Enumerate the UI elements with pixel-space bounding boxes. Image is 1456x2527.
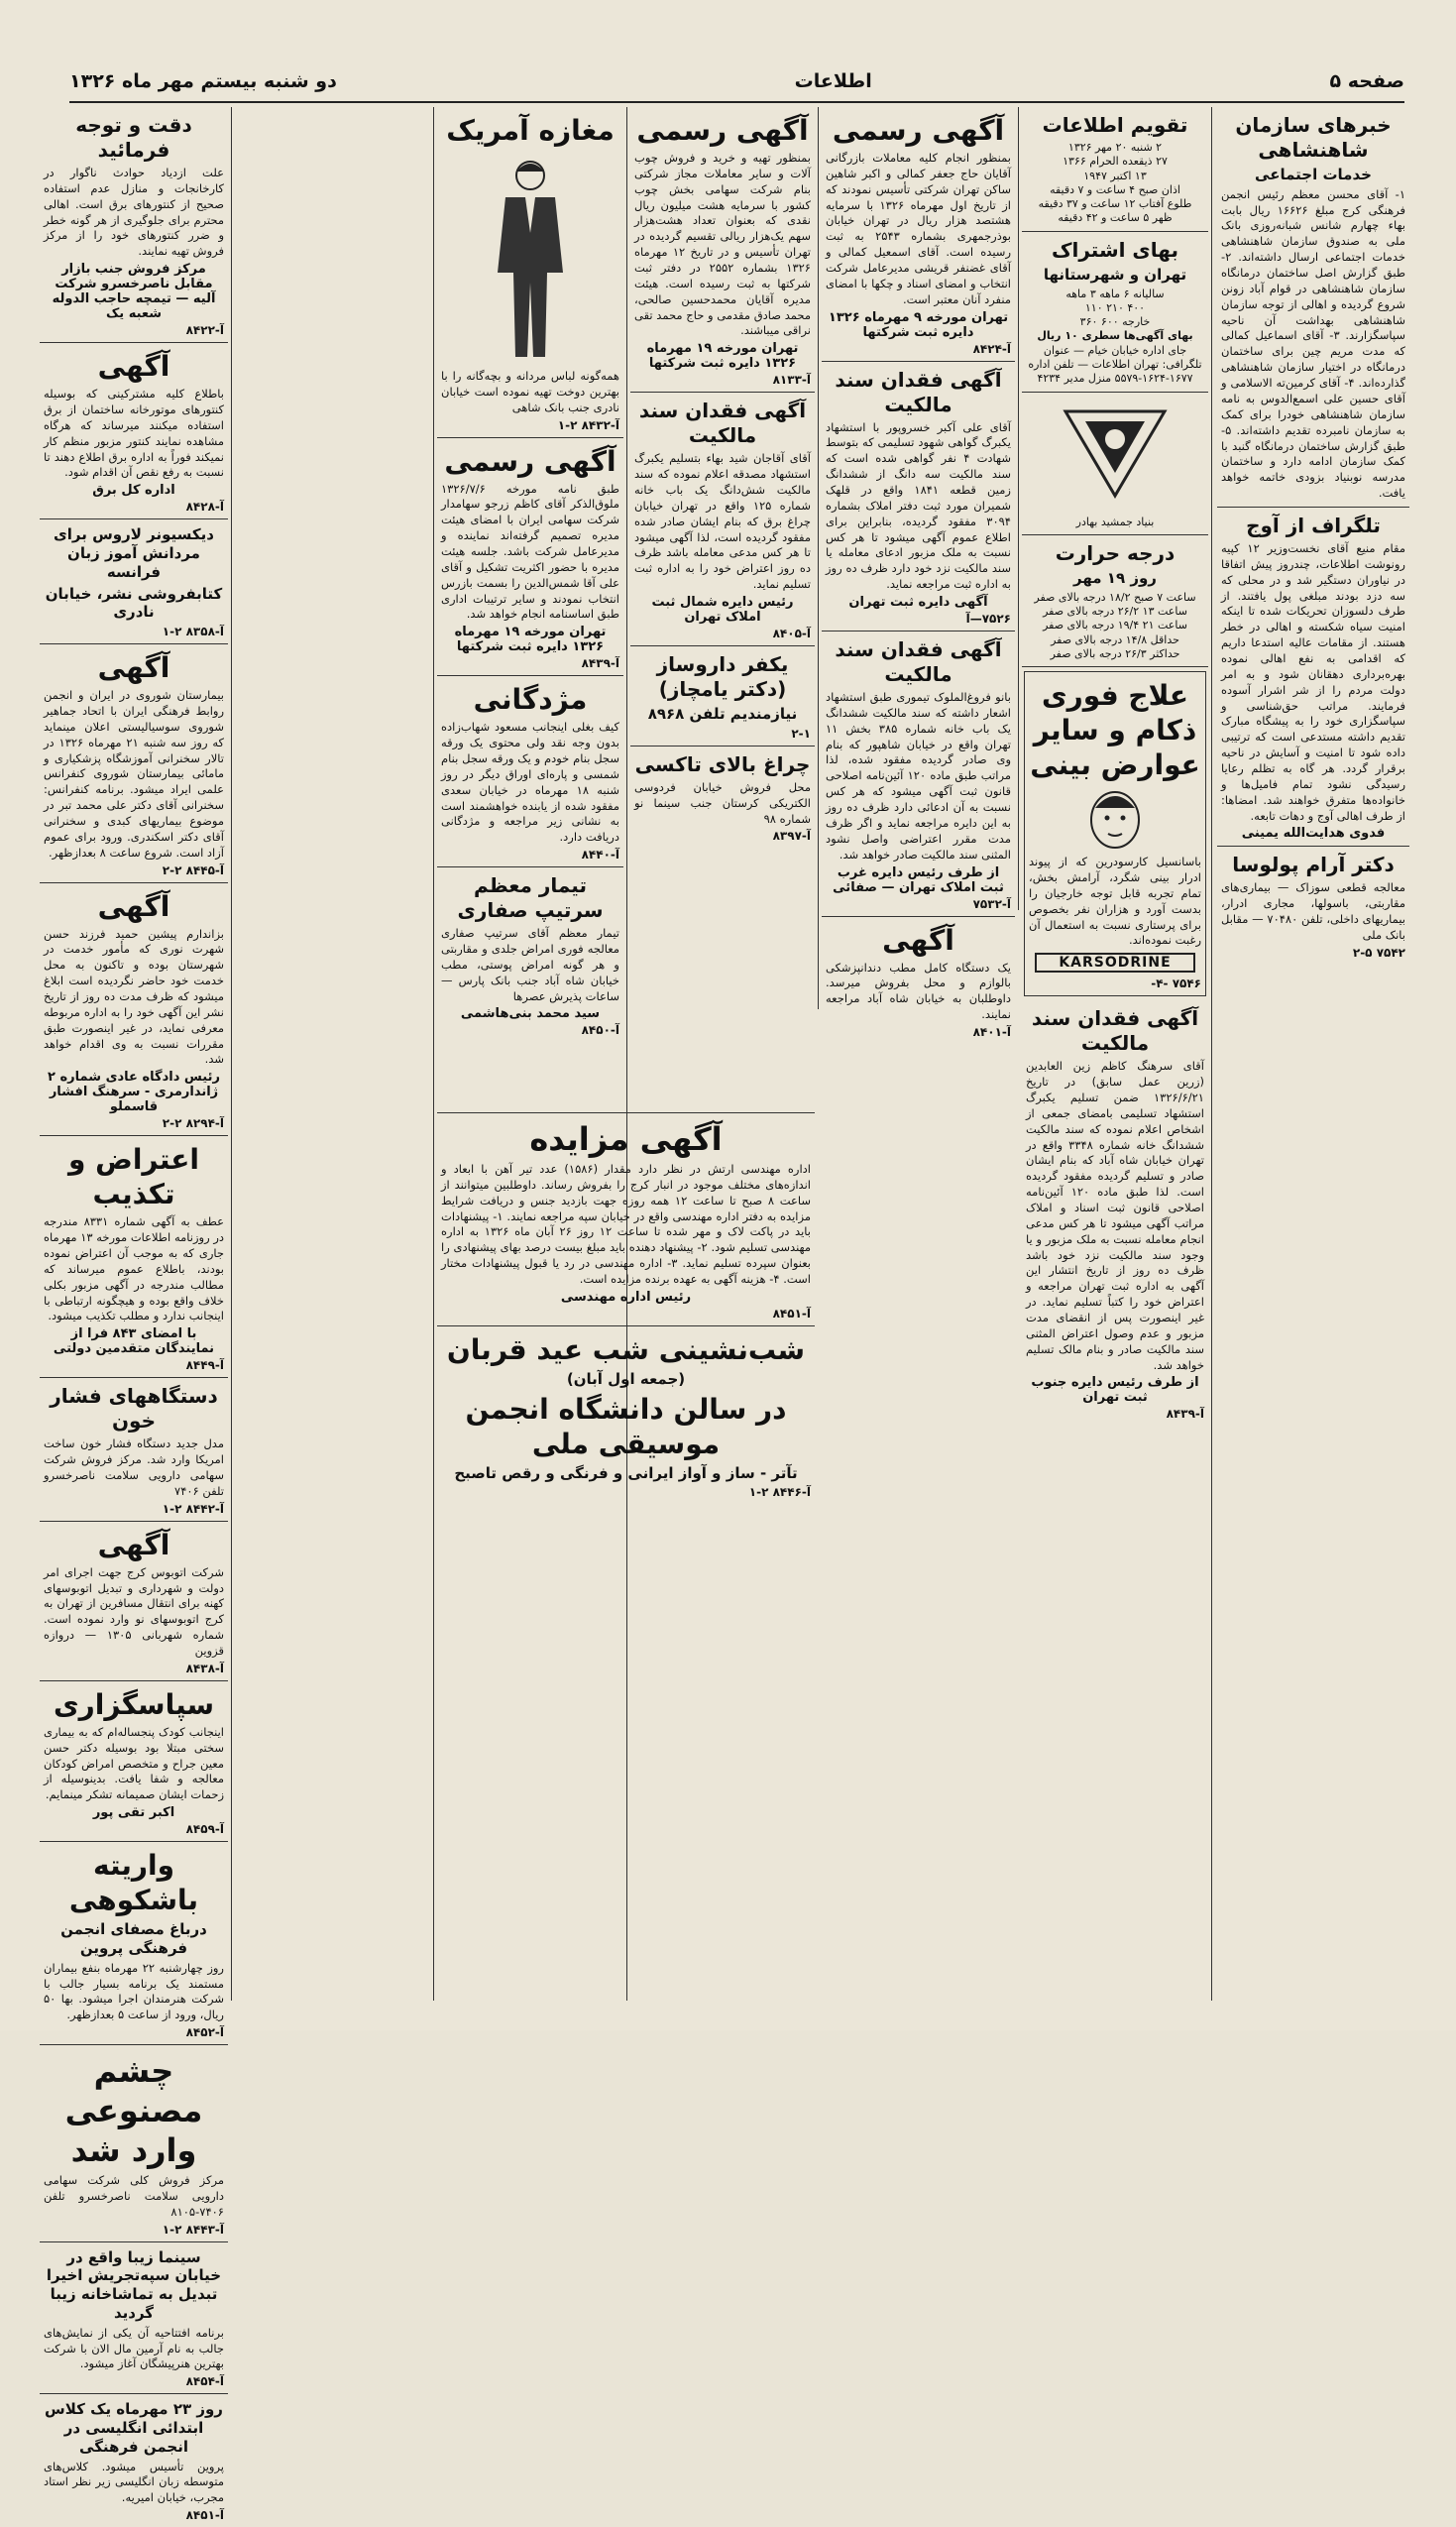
cinema-ad-title: سینما زیبا واقع در خیابان سپه‌تجریش اخیرا تبدیل به تماشاخانه زیبا گردید — [46, 2247, 222, 2322]
temperature-row: حداقل ۱۴/۸ درجه بالای صفر — [1051, 632, 1179, 646]
denial-title: اعتراض و تکذیب — [68, 1143, 199, 1211]
column-rule — [818, 107, 819, 1009]
doctor-ad-title: تیمار معظم سرتیپ صفاری — [457, 873, 604, 923]
ad-ref: آ-۸۴۵۱ — [772, 1306, 811, 1321]
column-news — [1217, 107, 1409, 2001]
temperature-row: ساعت ۷ صبح ۱۸/۲ درجه بالای صفر — [1034, 590, 1196, 604]
lost-deed-title: آگهی فقدان سند مالکیت — [835, 637, 1002, 687]
ad-title: آگهی — [97, 651, 170, 685]
column-official-3 — [822, 107, 1015, 2001]
calendar-line: اذان صبح ۴ ساعت و ۷ دقیقه — [1050, 182, 1180, 196]
lost-deed-body: آقای آقاجان شید بهاء بتسلیم یکبرگ استشهاد مصدقه اعلام نموده که سند مالکیت شش‌دانگ یک باب خانه شماره ۱۲۵ واقع در تهران خیابان چراغ برق که بنام ایشان صادر شده مفقود گردیده است، لذا آگهی میشود تا هر کس مدعی معامله باشد ظرف ده روز اعتراض خود را به اداره ثبت تسلیم نماید. — [634, 451, 811, 592]
ad-price: بهای آگهی‌ها سطری ۱۰ ریال — [1037, 329, 1193, 343]
ad-ref: آ-۸۴۳۹ — [581, 656, 619, 671]
ad-title: آگهی — [882, 923, 954, 957]
lost-deed-signature: از طرف رئیس دایره جنوب ثبت تهران — [1031, 1375, 1199, 1406]
shop-ad-title: مغازه آمریک — [446, 114, 615, 147]
dictionary-ad-body: کتابفروشی نشر، خیابان نادری — [45, 584, 223, 622]
ad-signature: اداره کل برق — [92, 483, 175, 499]
official-ad-body: طبق نامه مورخه ۱۳۲۶/۷/۶ ملوق‌الذکر آقای کاظم زرجو سهامدار شرکت سهامی ایران با امضای هیئت مدیره تصمیم گرفته‌اند نماینده و مدیرعامل شرکت باشد. جلسه هیئت مدیره با حضور اکثریت تشکیل و آقای علی آقا شمس‌الدین را بسمت بازرس انتخاب نمودند و سایر ترتیبات اداری طبق اساسنامه انجام خواهد شد. — [441, 481, 619, 622]
lost-deed-title: آگهی فقدان سند مالکیت — [638, 399, 807, 448]
ad-ref: آ-۸۴۴۲ ۲-۱ — [162, 1501, 224, 1516]
subscription-title: بهای اشتراک — [1052, 237, 1178, 262]
column-rule — [1018, 107, 1019, 910]
ad-ref: آ-۸۲۹۴ ۲-۲ — [162, 1116, 224, 1131]
reward-ad-title: مژدگانی — [473, 683, 588, 717]
ad-ref: آ-۸۴۴۵ ۲-۲ — [162, 862, 224, 877]
telegram-title: تلگراف از آوج — [1246, 513, 1381, 537]
lost-deed-title: آگهی فقدان سند مالکیت — [835, 367, 1002, 416]
ad-ref: آ-۸۴۲۸ — [185, 500, 224, 515]
doctor-ad-body: تیمار معظم آقای سرتیپ صفاری معالجه فوری امراض جلدی و مقاربتی و هر گونه امراض پوستی، مطب خیابان شاه آباد جنب بانک پارس — ساعات پذیرش عصرها — [441, 926, 619, 1003]
blood-pressure-ad-body: مدل جدید دستگاه فشار خون ساخت امریکا وارد شد. مرکز فروش شرکت سهامی دارویی سلامت ناصرخسرو تلفن ۷۴۰۶ — [44, 1436, 224, 1498]
pharmacist-ad-title: یکفر داروساز (دکتر یامچاز) — [656, 652, 789, 702]
official-ad-title: آگهی رسمی — [636, 114, 809, 147]
ad-signature: رئیس دادگاه عادی شماره ۲ ژاندارمری - سرهنگ افشار قاسملو — [48, 1070, 220, 1115]
lost-deed-title: آگهی فقدان سند مالکیت — [1031, 1006, 1199, 1056]
notice-title: دقت و توجه فرمائید — [75, 113, 192, 162]
ad-ref: آ-۸۴۰۵ — [772, 627, 811, 641]
ad-ref: آ-۸۴۳۲ ۲-۱ — [557, 417, 619, 432]
party-program: تآتر - ساز و آواز ایرانی و فرنگی و رقص تاصبح — [454, 1463, 798, 1482]
reward-ad-body: کیف بغلی اینجانب مسعود شهاب‌زاده بدون وجه نقد ولی محتوی یک ورقه سجل بنام خودم و یک ورقه سجل بنام شمسی و پاره‌ای اوراق دیگر در روز شنبه ۱۸ مهرماه در خیابان سعدی مفقود شده از یابنده خواهشمند است به نشانی زیر مراجعه و مژدگانی دریافت دارد. — [441, 720, 619, 845]
shop-ad-body: همه‌گونه لباس مردانه و بچه‌گانه را با بهترین دوخت تهیه نموده است خیابان نادری جنب بانک شاهی — [441, 369, 619, 414]
ad-body: شرکت اتوبوس کرج جهت اجرای امر دولت و شهرداری و تبدیل اتوبوسهای کهنه برای انتقال مسافرین از تهران به کرج اتوبوسهای نو وارد نموده است. شماره شهربانی ۱۳۰۵ — دروازه قزوین — [44, 1564, 224, 1658]
auction-body: اداره مهندسی ارتش در نظر دارد مقدار (۱۵۸۶) عدد تیر آهن با ابعاد و اندازه‌های مختلف موجود در انبار کرج را بفروش رساند. داوطلبین میتوانند از ساعت ۸ صبح تا ساعت ۱۲ همه روزه جهت بازدید جنس و دریافت شرایط مزایده به دفتر اداره مهندسی واقع در خیابان سپه مراجعه نمایند. ۱- پیشنهادات باید در پاکت لاک و مهر شده تا ساعت ۱۲ روز ۲۶ آبان ماه ۱۳۲۶ به اداره مهندسی تسلیم شود. ۲- پیشنهاد دهنده باید مبلغ بیست درصد بهای پیشنهادی را بعنوان سپرده تسلیم نماید. ۳- اداره مهندسی در رد یا قبول پیشنهادات مختار است. ۴- هزینه آگهی به عهده برنده مزایده است. — [441, 1162, 812, 1287]
doctor-ad-title: دکتر آرام پولوسا — [1232, 853, 1395, 877]
subscription-row: سالیانه ۶ ماهه ۳ ماهه — [1065, 287, 1165, 300]
ad-ref: آ-۸۴۰۱ — [972, 1024, 1011, 1039]
variety-show-subtitle: درباغ مصفای انجمن فرهنگی پروین — [60, 1920, 207, 1957]
ad-ref: آ-۸۴۵۰ — [581, 1023, 619, 1038]
ad-ref: آ-۸۱۳۳ — [772, 373, 811, 388]
subscription-subtitle: تهران و شهرستانها — [1043, 265, 1187, 284]
notice-body: علت ازدیاد حوادث ناگوار در کارخانجات و منازل عدم استفاده صحیح از کنتورهای برق است. اهالی محترم برای جلوگیری از هر گونه خطر و ضرر کنتورهای خود را از مرکز فروش تهیه نمایند. — [44, 166, 224, 259]
cinema-ad-body: برنامه افتتاحیه آن یکی از نمایش‌های جالب به نام آرمین مال الان با شرکت بهترین هنرپیشگان آغاز میشود. — [44, 2325, 224, 2371]
ad-ref: ۲-۱ — [791, 726, 811, 741]
variety-show-title: واریته باشکوهی — [68, 1849, 199, 1917]
ad-title: آگهی — [97, 1528, 170, 1561]
calendar-line: ۱۳ اکتبر ۱۹۴۷ — [1083, 169, 1147, 182]
column-shop — [437, 107, 623, 1108]
telegram-body: مقام منیع آقای نخست‌وزیر ۱۲ کپیه رونوشت اطلاعات، چندروز پیش اتفاقا در نیاوران دستگیر شد و در محلی که سه دزد بودند مبلغی پول یافتند. از طرف دلسوزان تحریکات شده تا اینکه امنیت سیاه شکسته و اهالی در خطر هستند. از مقامات عالیه استدعا داریم که اقدامی به نفع اهالی نموده بهره‌برداری دهقانان شود و به امر دولت مردم را از شر اشرار آسوده فرمایند. مراتب حق‌شناسی و سپاسگزاری خود را به پیشگاه مبارک تقدیم داشته مستدعی است که ترتیبی داده شود تا امنیت و آسایش در ناحیه برقرار گردد. هر گاه به تظلم رعایا رسیدگی نشود تمام فامیل‌ها و خانواده‌ها متفرق خواهند شد. امضاها: از طرف اهالی آوج و دهات تابعه. — [1221, 540, 1405, 823]
blood-pressure-ad-title: دستگاههای فشار خون — [50, 1384, 218, 1434]
ad-body: یک دستگاه کامل مطب دندانپزشکی بالوازم و محل بفروش میرسد. داوطلبان به خیابان شاه آباد مراجعه نمایند. — [826, 960, 1011, 1022]
news-subtitle: خدمات اجتماعی — [1255, 166, 1372, 183]
column-rule — [1211, 107, 1212, 2001]
masthead: اطلاعات — [794, 70, 872, 92]
ad-ref: آ-۸۴۵۲ — [185, 2025, 224, 2040]
auction-section — [437, 1112, 815, 2006]
thanks-body: اینجانب کودک پنجساله‌ام که به بیماری سختی مبتلا بود بوسیله دکتر حسن معین جراح و متخصص امراض کودکان معالجه و شفا یافت. بدینوسیله از زحمات ایشان صمیمانه تشکر مینمایم. — [44, 1724, 224, 1802]
official-ad-body: بمنظور انجام کلیه معاملات بازرگانی آقایان حاج جعفر کمالی و اکبر شاهین ساکن تهران شرکتی تأسیس نمودند که از تاریخ اول مهرماه ۱۳۲۶ با سرمایه هشتصد هزار ریال در تهران خیابان بوذرجمهری بشماره ۲۵۴۳ به ثبت رسیده است. آقای اسمعیل کمالی و آقای غضنفر قریشی مدیرعامل شرکت انتخاب و امضای اسناد و چکها با امضای منفرد آنان معتبر است. — [826, 151, 1011, 306]
official-ad-signature: تهران مورخه ۱۹ مهرماه ۱۳۲۶ دایره ثبت شرکتها — [646, 341, 799, 372]
official-ad-signature: تهران مورخه ۱۹ مهرماه ۱۳۲۶ دایره ثبت شرکتها — [454, 625, 607, 655]
face-illustration — [1029, 785, 1201, 855]
brand-label: KARSODRINE — [1035, 953, 1195, 973]
ad-ref: آ-۸۴۵۹ — [185, 1822, 224, 1837]
temperature-subtitle: روز ۱۹ مهر — [1073, 568, 1157, 587]
thanks-signature: اکبر تقی پور — [92, 1805, 175, 1821]
english-class-ad-body: پروین تأسیس میشود. کلاس‌های متوسطه زبان انگلیسی زیر نظر استاد مجرب، خیابان امیریه. — [44, 2459, 224, 2505]
man-in-suit-icon — [476, 154, 585, 367]
official-ad-title: آگهی رسمی — [444, 444, 616, 478]
ad-ref: آ-۸۴۴۳ ۲-۱ — [162, 2222, 224, 2237]
lost-deed-signature: رئیس دایره شمال ثبت املاک تهران — [651, 595, 794, 626]
emblem-caption: بنیاد جمشید بهادر — [1075, 515, 1155, 528]
temperature-row: ساعت ۱۳ ۲۶/۲ درجه بالای صفر — [1043, 604, 1187, 618]
calendar-line: ۲ شنبه ۲۰ مهر ۱۳۲۶ — [1067, 141, 1163, 154]
taxi-lamp-ad-title: چراغ بالای تاکسی — [634, 751, 811, 776]
lost-deed-signature: آگهی دایره ثبت تهران — [848, 595, 988, 611]
variety-show-body: روز چهارشنبه ۲۲ مهرماه بنفع بیماران مستمند یک برنامه بسیار جالب با شرکت هنرمندان اجرا میشود. بها ۵۰ ریال، ورود از ساعت ۵ بعدازظهر. — [44, 1960, 224, 2022]
calendar-title: تقویم اطلاعات — [1042, 113, 1188, 137]
emblem-icon — [1056, 402, 1175, 511]
ad-body: بزاندارم پیشین حمید فرزند حسن شهرت نوری که مأمور خدمت در شهرستان بوده و تاکنون به محل خدمت خود حاضر نگردیده است ابلاغ میشود که ظرف مدت ده روز از تاریخ نشر این آگهی خود را به اداره مربوطه معرفی نماید، در غیر اینصورت طبق مقررات نسبت به وی اقدام خواهد شد. — [44, 926, 224, 1067]
doctor-ad-body: معالجه قطعی سوزاک — بیماری‌های مقاربتی، باسولها، مجاری ادرار، بیماریهای داخلی، تلفن ۷۰۴۸۰ — مقابل بانک ملی — [1221, 880, 1406, 942]
auction-signature: رئیس اداره مهندسی — [560, 1289, 692, 1305]
medicine-ad-title: علاج فوری ذکام و سایر عوارض بینی — [1030, 679, 1200, 782]
denial-body: عطف به آگهی شماره ۸۳۳۱ مندرجه در روزنامه اطلاعات مورخه ۱۳ مهرماه جاری که به موجب آن اعتراض نموده بودند، باطلاع عموم میرساند که مطالب مندرجه در آگهی مزبور بکلی خلاف واقع بوده و هیچگونه ارتباطی با اینجانب ندارد و مطلب تکذیب میشود. — [44, 1214, 224, 1323]
ad-ref: آ-۸۴۲۲ — [185, 323, 224, 338]
ad-ref: ۷۵۴۶ -۴- — [1151, 976, 1201, 991]
notice-signature: مرکز فروش جنب بازار مقابل ناصرخسرو شرکت آلیه — تیمچه حاجب الدوله شعبه یک — [52, 262, 216, 322]
lost-deed-body: آقای سرهنگ کاظم زین العابدین (زرین عمل سابق) در تاریخ ۱۳۲۶/۶/۲۱ ضمن تسلیم یکبرگ استشهاد تسلیمی بامضای جمعی از اشخاص اعلام نموده که سند مالکیت ششدانگ خانه شماره ۳۳۴۸ واقع در تهران خیابان شاه آباد که بنام ایشان صادر و تسلیم گردیده مفقود گردیده است. لذا طبق ماده ۱۲۰ آئین‌نامه اصلاحی قانون ثبت اسناد و املاک مراتب آگهی میشود تا هر کس مدعی انجام معامله نسبت به ملک مزبور و یا وجود سند مالکیت نزد خود باشد ظرف ده روز از تاریخ انتشار این آگهی به اداره ثبت تهران مراجعه و اعتراض خود را کتباً تسلیم نماید. در غیر اینصورت پس از انقضای مدت مزبور و عدم وصول اعتراض المثنی سند مالکیت صادر و بنام مالک تسلیم خواهد شد. — [1026, 1059, 1204, 1372]
lost-deed-body: آقای علی آکبر خسروپور با استشهاد یکبرگ گواهی شهود تسلیمی که بتوسط شهادت ۴ نفر گواهی شده است که سند مالکیت سه دانگ از ششدانگ زمین قطعه ۱۸۴۱ واقع در قلهک شمیران مورد ثبت دفتر املاک بشماره ۳۰۹۴ مفقود گردیده، بنابراین برای اطلاع عموم آگهی میشود تا هر کس نسبت به ملک مزبور ادعای معامله یا سند مالکیت نزد خود دارد ظرف ده روز به اداره ثبت مراجعه نماید. — [826, 419, 1011, 592]
ad-ref: آ-۸۴۴۶ ۲-۱ — [748, 1485, 811, 1500]
denial-signature: با امضای ۸۴۳ فرا از نمایندگان متقدمین دولتی — [53, 1326, 215, 1357]
face-icon — [1075, 788, 1155, 852]
official-ad-body: بمنظور تهیه و خرید و فروش چوب آلات و سایر معاملات مجاز شرکتی بنام شرکت سهامی بخش چوب کشور با سرمایه هشت میلیون ریال نقدی که بعنوان تعداد هشت‌هزار سهم یک‌هزار ریالی تقسیم گردیده در تهران تأسیس و در تاریخ ۱۲ مهرماه ۱۳۲۶ بشماره ۲۵۵۲ در دفتر ثبت شرکتها به ثبت رسیده است. هیئت مدیره آقایان محمدحسین صالحی، محمد صادق مقدمی و حاج محمد تقی نراقی میباشند. — [634, 151, 811, 338]
official-ad-signature: تهران مورخه ۹ مهرماه ۱۳۲۶ دایره ثبت شرکتها — [828, 309, 1009, 340]
ad-body: باطلاع کلیه مشترکینی که بوسیله کنتورهای موتورخانه ساختمان از برق استفاده میکنند میرساند که هرگاه مشاهده نمایند کنتور مزبور منظم کار نمیکند فوراً به اداره برق اطلاع دهند تا نسبت به رفع نقص آن اقدام شود. — [44, 387, 224, 480]
column-rule — [231, 107, 232, 2001]
thanks-title: سپاسگزاری — [53, 1687, 215, 1721]
column-official-4 — [630, 107, 815, 1108]
ad-ref: آ-۸۴۵۱ — [185, 2508, 224, 2523]
calendar-line: ۲۷ ذیقعده الحرام ۱۳۶۶ — [1063, 155, 1168, 169]
ad-ref: ۷۵۴۲ ۲-۵ — [1352, 945, 1405, 960]
temperature-row: حداکثر ۲۶/۳ درجه بالای صفر — [1050, 646, 1180, 660]
ad-ref: آ-۸۴۳۸ — [185, 1661, 224, 1675]
ad-ref: آ-۷۵۳۲ — [972, 896, 1011, 911]
office-address: جای اداره خیابان خیام — عنوان تلگرافی: تهران اطلاعات — تلفن اداره ۱۶۷۷-۱۶۲۴-۵۵۷۹ منزل مدیر ۴۲۳۴ — [1028, 343, 1202, 386]
emblem-logo — [1026, 397, 1204, 516]
temperature-row: ساعت ۲۱ ۱۹/۴ درجه بالای صفر — [1043, 619, 1187, 632]
suit-illustration — [441, 151, 619, 369]
issue-date: دو شنبه بیستم مهر ماه ۱۳۲۶ — [69, 70, 337, 92]
ad-title: آگهی — [97, 350, 170, 384]
column-rule — [433, 107, 434, 2001]
news-title: خبرهای سازمان شاهنشاهی — [1235, 113, 1392, 162]
party-venue: در سالن دانشگاه انجمن موسیقی ملی — [465, 1392, 787, 1460]
english-class-ad-title: روز ۲۳ مهرماه یک کلاس ابتدائی انگلیسی در انجمن فرهنگی — [45, 2400, 223, 2456]
lost-deed-body: بانو فروغ‌الملوک تیموری طبق استشهاد اشعار داشته که سند مالکیت ششدانگ یک باب خانه شماره ۳۸۵ بخش ۱۱ تهران واقع در خیابان شاهپور که بنام وی صادر گردیده مفقود شده، لذا مراتب طبق ماده ۱۲۰ آئین‌نامه اصلاحی قانون ثبت آگهی میشود که هر کس نسبت به آن ادعائی دارد ظرف ده روز به این دایره مراجعه نماید و اگر ظرف مدت مقرر اعتراضی واصل نشود المثنی سند مالکیت صادر خواهد شد. — [826, 690, 1012, 861]
auction-title: آگهی مزایده — [529, 1120, 723, 1158]
column-classifieds — [40, 107, 228, 2523]
telegram-signature: فدوی هدایت‌الله یمینی — [1241, 826, 1386, 842]
subscription-row: ۴۰۰ ۲۱۰ ۱۱۰ — [1084, 300, 1146, 314]
party-title: شب‌نشینی شب عید قربان — [446, 1332, 806, 1366]
temperature-title: درجه حرارت — [1055, 540, 1176, 565]
ad-body: بیمارستان شوروی در ایران و انجمن روابط فرهنگی ایران با اتحاد جماهیر شوروی سوسیالیستی اعلان مینماید که روز سه شنبه ۲۱ مهرماه ۱۳۲۶ در تالار سخنرانی آموزشگاه پزشکیاری و مامائی بیمارستان شوروی کنفرانس علمی ایراد میشود. برنامه کنفرانس: سخنرانی آقای دکتر علی محمد تبر در موضوع بیماریهای کبدی و سخنرانی آقای دکتر اسکندری. ورود برای عموم آزاد است. شروع ساعت ۸ بعدازظهر. — [44, 688, 224, 860]
doctor-ad-signature: سید محمد بنی‌هاشمی — [460, 1006, 601, 1022]
party-subtitle: (جمعه اول آبان) — [566, 1369, 686, 1388]
ad-title: آگهی — [97, 889, 170, 923]
column-calendar — [1022, 107, 1208, 2001]
page-header — [69, 61, 1404, 103]
lost-deed-signature: از طرف رئیس دایره غرب ثبت املاک تهران — صفائی — [833, 864, 1004, 895]
pharmacist-ad-body: نیازمندیم تلفن ۸۹۶۸ — [647, 705, 798, 724]
glass-eye-ad-title: چشم مصنوعی وارد شد — [64, 2052, 203, 2170]
ad-ref: آ-۸۴۵۴ — [185, 2374, 224, 2389]
page-number: صفحه ۵ — [1329, 70, 1404, 92]
subscription-row: خارجه ۶۰۰ ۳۶۰ — [1079, 315, 1151, 329]
calendar-line: طلوع آفتاب ۱۲ ساعت و ۳۷ دقیقه — [1038, 197, 1192, 211]
ad-ref: آ-۸۴۴۹ — [185, 1358, 224, 1373]
news-body: ۱- آقای محسن معظم رئیس انجمن فرهنگی کرج مبلغ ۱۶۶۲۶ ریال بابت بهاء چهارم شانس شبانه‌روزی بانک ملی به صندوق سازمان شاهنشاهی خدمات اجتماعی ارسال داشته‌اند. ۲- طبق گزارش اصل ساختمان درمانگاه سازمان شاهنشاهی در قوام آباد زونن شروع گردیده و اهالی از توجه سازمان شاهنشاهی بهداشت آن ناحیه سپاسگزارند. ۳- آقای اسماعیل کمالی که مدت مریم چین برای ساختمان درمانگاه در اختیار سازمان شاهنشاهی گذارده‌اند. ۴- آقای کرمین‌ته الاسلامی و آقای حسین علی اسمع‌الدوس به نامه سازمان شاهنشاهی خودرا برای کمک به سازمان نامبرده تقدیم داشته‌اند. ۵- طبق گزارش ساختمان درمانگاه گنبد با کمک سازمان ادامه دارد و ساختمان مدرسه نوبنیاد بزودی خاتمه خواهد یافت. — [1221, 186, 1405, 501]
ad-ref: ۷۵۲۶—آ — [965, 612, 1011, 627]
ad-ref: آ-۸۴۲۴ — [972, 341, 1011, 356]
ad-ref: آ-۸۳۹۷ — [772, 829, 811, 844]
official-ad-title: آگهی رسمی — [832, 114, 1005, 147]
calendar-line: ظهر ۵ ساعت و ۴۲ دقیقه — [1058, 211, 1173, 225]
ad-ref: آ-۸۴۴۰ — [581, 848, 619, 862]
medicine-ad-body: باسانسیل کارسودرین که از پیوند ادرار بینی شگرد، آرامش بخش، تمام تجربه قابل توجه خارجیان را بدست آورد و هزاران نفر بخصوص برای پرستاری نسبت به استعمال آن رغبت نموده‌اند. — [1029, 855, 1201, 948]
glass-eye-ad-body: مرکز فروش کلی شرکت سهامی دارویی سلامت ناصرخسرو تلفن ۷۴۰۶-۸۱۰۵ — [44, 2173, 224, 2219]
taxi-lamp-ad-body: محل فروش خیابان فردوسی الکتریکی کرستان جنب سینما نو شماره ۹۸ — [634, 779, 811, 826]
dictionary-ad-title: دیکسیونر لاروس برای مردانش آموز زبان فرانسه — [54, 525, 214, 581]
ad-ref: آ-۸۳۵۸ ۲-۱ — [162, 625, 224, 639]
ad-ref: آ-۸۴۳۹ — [1166, 1407, 1204, 1422]
